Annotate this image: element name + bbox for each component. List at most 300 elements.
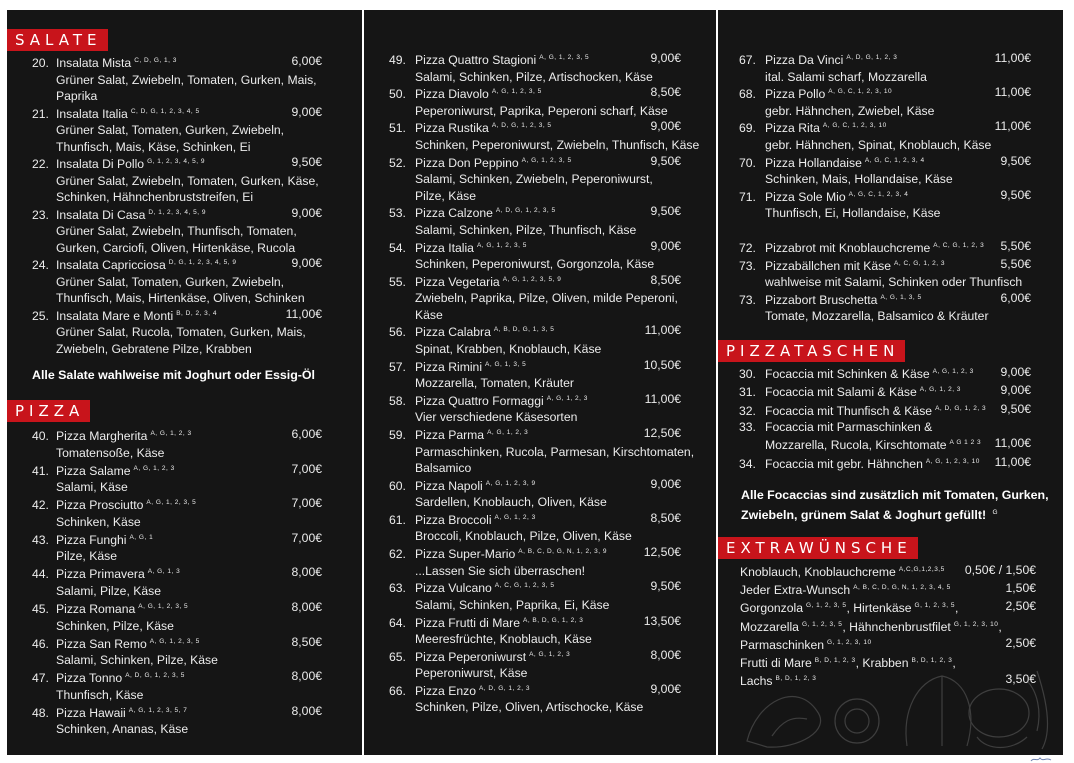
menu-item-description: Peperoniwurst, Paprika, Peperoni scharf, Käse [415,103,668,118]
menu-item-name: Pizza Calzone [415,206,493,221]
menu-item-description: Grüner Salat, Rucola, Tomaten, Gurken, Mais, [56,325,306,340]
menu-item-allergens: A, D, G, 1, 2, 3, 5 [125,672,185,680]
menu-item [389,391,681,426]
menu-item-name: Insalata Italia [56,106,128,121]
menu-item-name: Pizza Margherita [56,429,148,444]
menu-item-allergens: A, C, G, 1, 2, 3 [933,242,985,249]
menu-item-title [32,668,322,687]
menu-item-name: Pizza Tonno [56,671,123,686]
menu-item-name: Pizza Super-Mario [415,547,516,562]
menu-item-title [739,50,1031,69]
menu-item-name: Pizza Hawaii [56,705,126,720]
extra-item-allergens: B, D, 1, 2, 3 [814,657,856,664]
menu-item-number: 55. [389,274,406,289]
menu-item-title [739,364,1031,383]
menu-item-name: Pizza Diavolo [415,87,489,102]
menu-item [32,104,322,156]
menu-item-allergens: A, G, 1, 2, 3 [150,430,192,437]
menu-item-allergens: A G 1 2 3 [949,439,982,447]
menu-item-number: 24. [32,258,49,273]
menu-item-title [32,255,322,274]
menu-item [32,306,322,358]
menu-item-number: 64. [389,615,406,630]
menu-item [389,153,681,205]
menu-item-description: Balsamico [415,461,472,476]
menu-item-allergens: A, D, G, 1, 2, 3 [846,54,898,61]
menu-item [32,703,322,738]
menu-item-number: 49. [389,53,406,68]
menu-item-number: 68. [739,87,756,102]
menu-item-description: Sardellen, Knoblauch, Oliven, Käse [415,495,607,510]
menu-item-price: 9,50€ [1000,153,1031,168]
menu-item-allergens: A, G, 1, 2, 3 [487,429,529,436]
menu-item [389,118,700,153]
menu-item-price: 5,50€ [1000,239,1031,253]
menu-item-allergens: A, C, G, 1, 2, 3, 5 [494,582,555,590]
menu-item-title [32,703,322,722]
menu-item [32,634,322,669]
menu-item-name: Pizza Parma [415,428,485,443]
menu-item-description: Vier verschiedene Käsesorten [415,410,578,425]
menu-item-name: Insalata Capricciosa [56,258,166,273]
menu-item-price: 9,50€ [291,155,322,169]
menu-item-number: 30. [739,367,756,382]
menu-item-price: 9,00€ [650,51,681,65]
menu-item-description: Grüner Salat, Tomaten, Gurken, Zwiebeln, [56,274,285,289]
menu-item-price: 10,50€ [643,357,681,372]
menu-item-title [389,544,681,563]
menu-item-title [389,203,681,222]
menu-item-number: 43. [32,532,49,547]
menu-item-price: 9,00€ [291,205,322,220]
menu-item-allergens: A, G, 1, 2, 3 [494,513,536,521]
menu-item-allergens: A, B, D, G, 1, 3, 5 [493,326,555,334]
menu-item [32,495,322,530]
menu-item-title [389,681,681,700]
menu-item-description: Mozzarella, Tomaten, Kräuter [415,376,574,391]
menu-item-title [739,419,1031,436]
menu-item-price: 9,50€ [1000,401,1031,416]
menu-item [739,84,1031,119]
menu-item-number: 69. [739,121,756,136]
menu-item-number: 50. [389,87,406,102]
taschen-note-line-2: Zwiebeln, grünem Salat & Joghurt gefüllt! [741,508,987,523]
menu-item-title [32,495,322,514]
menu-item [32,205,322,257]
extra-item-price: 0,50€ / 1,50€ [964,563,1036,577]
extra-item-text: , Hirtenkäse [846,601,912,616]
extra-item-text: Parmaschinken [740,637,824,652]
menu-item-name: Pizza Calabra [415,325,491,340]
menu-item-allergens: A, G, 1, 2, 3, 5 [146,499,197,507]
menu-item [32,426,322,461]
menu-item-number: 58. [389,393,406,408]
menu-item-title [32,564,322,583]
menu-item-description: Salami, Schinken, Paprika, Ei, Käse [415,597,610,612]
menu-item-allergens: A, G, 1, 2, 3, 5 [476,241,527,249]
menu-item-price: 9,00€ [650,238,681,253]
menu-item-title [389,153,681,172]
extra-item-text: , Krabben [855,656,909,671]
menu-item [32,53,322,105]
menu-item-description: Schinken, Pilze, Oliven, Artischocke, Käse [415,700,644,715]
menu-item-number: 47. [32,671,49,686]
menu-item-title [32,306,322,325]
menu-item-price: 12,50€ [643,545,681,560]
menu-item-name: Pizza Napoli [415,478,483,493]
taschen-note-allergen: G [992,509,999,516]
menu-item-allergens: A, G, C, 1, 2, 3, 4 [864,156,925,164]
menu-item-name: Pizza Da Vinci [765,53,844,68]
extra-item-text: Gorgonzola [740,601,804,616]
menu-item [739,364,1031,383]
menu-item-description: Paprika [56,89,98,104]
menu-item-price: 6,00€ [1000,290,1031,305]
extra-item-text: Knoblauch, Knoblauchcreme [740,565,896,580]
menu-item-number: 73. [739,292,756,307]
menu-item [739,290,1031,325]
menu-item-name: Insalata Mare e Monti [56,308,174,323]
menu-item-description: Zwiebeln, Paprika, Pilze, Oliven, milde Peperoni, [415,291,678,306]
menu-item-name: Pizza Sole Mio [765,189,846,204]
menu-item-name: Pizzabrot mit Knoblauchcreme [765,241,931,256]
menu-item-title [32,530,322,549]
menu-item-number: 25. [32,308,49,323]
menu-item-price: 9,50€ [650,204,681,219]
menu-item-title [389,50,681,69]
extra-item-text: , [998,619,1002,634]
menu-item-price: 9,50€ [650,153,681,168]
menu-item-allergens: D, 1, 2, 3, 4, 5, 9 [148,208,206,216]
menu-item [389,357,681,392]
menu-item-description: Schinken, Peperoniwurst, Gorgonzola, Käse [415,257,655,272]
menu-item-price: 8,50€ [650,272,681,287]
section-header-pizza: PIZZA [7,400,90,422]
menu-item-allergens: A, G, 1, 2, 3, 5, 9 [502,275,562,283]
extra-item-text: Jeder Extra-Wunsch [740,583,851,598]
menu-item-number: 67. [739,53,756,68]
extra-item [740,617,1036,636]
menu-item-number: 62. [389,547,406,562]
menu-item-number: 56. [389,325,406,340]
menu-item-price: 9,50€ [1000,187,1031,202]
menu-item-description: gebr. Hähnchen, Zwiebel, Käse [765,103,935,118]
menu-item-description: Thunfisch, Mais, Käse, Schinken, Ei [56,139,251,154]
menu-item-number: 40. [32,429,49,444]
extra-item-price: 2,50€ [1005,635,1036,650]
menu-item-description: Salami, Käse [56,480,128,495]
menu-item-title [389,425,681,444]
menu-item-price: 8,00€ [291,669,322,684]
menu-item-price: 8,00€ [291,703,322,718]
menu-item-number: 41. [32,463,49,478]
menu-item-description: Parmaschinken, Rucola, Parmesan, Kirschtomaten, [415,444,695,459]
extra-item-text: Mozzarella [740,619,799,634]
menu-item-price: 5,50€ [1000,256,1031,271]
taschen-note [741,487,1049,524]
menu-item-allergens: A, G, 1, 2, 3 [919,386,961,394]
menu-item-title [389,118,681,137]
menu-item-title [389,238,681,257]
extra-item-text: Frutti di Mare [740,656,812,671]
menu-item [739,256,1031,291]
menu-item-number: 65. [389,649,406,664]
menu-item [739,401,1031,420]
menu-item [739,153,1031,188]
menu-item-price: 7,00€ [291,530,322,545]
menu-item-title [389,613,681,632]
menu-item-name: Pizzabällchen mit Käse [765,258,891,273]
menu-item-title [739,382,1031,401]
menu-item-name: Pizza Pollo [765,87,826,102]
menu-item-allergens: A, G, 1, 3, 5 [485,360,527,368]
menu-item-number: 73. [739,258,756,273]
menu-item-description: Thunfisch, Käse [56,687,144,702]
menu-item-title [389,322,681,341]
menu-item-name: Pizza Hollandaise [765,155,862,170]
section-header-pizzataschen: PIZZATASCHEN [718,340,905,362]
menu-item-number: 72. [739,241,756,256]
menu-item [32,255,322,307]
menu-item [32,530,322,565]
menu-item-allergens: A, D, G, 1, 2, 3 [935,404,987,412]
menu-item-allergens: A, G, 1, 2, 3, 5 [149,637,200,645]
menu-item-name: Pizza Quattro Formaggi [415,393,544,408]
extra-item-allergens: A, B, C, D, G, N, 1, 2, 3, 4, 5 [853,584,951,592]
menu-item-price: 9,00€ [650,476,681,491]
menu-item [389,50,681,85]
menu-item-price: 11,00€ [994,51,1031,65]
menu-item [739,454,1031,473]
menu-item-name: Focaccia mit Schinken & Käse [765,367,930,382]
extra-item-allergens: G, 1, 2, 3, 10 [827,638,872,646]
extra-item-price: 1,50€ [1005,581,1036,596]
menu-item-description: Mozzarella, Rucola, Kirschtomate $^{A G 1 2 3}$ [765,438,982,453]
menu-item-price: 12,50€ [643,426,681,440]
menu-item-allergens: A, G, 1, 2, 3, 5 [539,54,590,61]
menu-item-description: Pilze, Käse [56,549,117,564]
menu-item-name: Focaccia mit Thunfisch & Käse [765,403,933,418]
menu-item-allergens: B, D, 2, 3, 4 [176,309,218,317]
extra-item-allergens: G, 1, 2, 3, 5 [806,602,847,610]
menu-item-allergens: A, G, C, 1, 2, 3, 10 [828,88,893,96]
menu-item-allergens: A, G, 1 [129,533,154,541]
menu-item-name: Pizza Rimini [415,359,483,374]
menu-item-allergens: A, D, G, 1, 2, 3 [478,684,530,692]
menu-item-price: 11,00€ [994,119,1031,134]
menu-item-number: 54. [389,240,406,255]
menu-item-title [32,205,322,224]
menu-item-description: Gurken, Carciofi, Oliven, Hirtenkäse, Rucola [56,240,296,255]
menu-item-allergens: A, G, 1, 2, 3, 9 [485,479,536,487]
menu-item-title [389,578,681,597]
menu-item-number: 71. [739,189,756,204]
extra-item-allergens: A,C,G,1,2,3,5 [898,566,945,573]
extra-item-text: , [952,656,956,671]
menu-item-allergens: A, G, 1, 2, 3, 5 [491,88,542,96]
menu-item-description: Schinken, Hähnchenbruststreifen, Ei [56,190,254,205]
menu-item-name: Insalata Di Pollo [56,157,145,172]
menu-item-title [739,153,1031,172]
menu-item-allergens: G, 1, 2, 3, 4, 5, 9 [147,158,205,165]
menu-item-title [389,510,681,529]
menu-item-price: 9,00€ [1000,365,1031,379]
signature-mark-icon [1030,756,1052,763]
menu-item-price: 9,00€ [291,104,322,119]
menu-item-price: 11,00€ [994,85,1031,100]
menu-item-title [32,104,322,123]
extra-item-allergens: G, 1, 2, 3, 5 [801,620,843,628]
menu-item-number: 66. [389,683,406,698]
menu-item-description: Schinken, Pilze, Käse [56,618,174,633]
menu-item-title [739,84,1031,103]
menu-item-allergens: D, G, 1, 2, 3, 4, 5, 9 [168,259,237,266]
extra-item-allergens: G, 1, 2, 3, 5 [914,602,955,610]
menu-item-name: Pizza Prosciutto [56,498,144,513]
menu-item [389,84,681,119]
menu-item-title [389,357,681,376]
menu-panel-left [7,10,362,755]
menu-item-number: 61. [389,512,406,527]
menu-item-title [739,454,1031,473]
menu-item [32,461,322,496]
menu-item-name: Pizza Italia [415,240,474,255]
menu-item-number: 46. [32,636,49,651]
menu-item [739,187,1031,222]
menu-item-allergens: A, G, C, 1, 2, 3, 4 [848,190,909,198]
menu-item-description: Schinken, Peperoniwurst, Zwiebeln, Thunfisch, Käse [415,137,700,152]
extra-item [740,580,1036,599]
menu-item-name: Pizza Primavera [56,567,145,582]
menu-item-number: 32. [739,403,756,418]
menu-item-allergens: A, G, 1, 2, 3 [133,464,175,472]
menu-item-price: 13,50€ [643,613,681,628]
menu-item-price: 9,50€ [650,579,681,594]
menu-item-description: Thunfisch, Ei, Hollandaise, Käse [765,206,941,221]
menu-item-description: Zwiebeln, Gebratene Pilze, Krabben [56,341,252,356]
menu-item-description: Meeresfrüchte, Knoblauch, Käse [415,632,592,647]
menu-item-price: 8,50€ [650,510,681,525]
salate-note: Alle Salate wahlweise mit Joghurt oder Essig-Öl [32,368,315,382]
menu-item-title [739,290,1031,309]
menu-item [32,154,322,206]
menu-item-price: 11,00€ [644,323,681,338]
extra-item-price: 2,50€ [1005,599,1036,614]
menu-item-description: Salami, Schinken, Pilze, Thunfisch, Käse [415,222,637,237]
extra-item-price: 3,50€ [1005,672,1036,687]
menu-item-title [739,256,1031,275]
menu-item-name: Pizza Peperoniwurst [415,649,527,664]
menu-item-name: Focaccia mit Parmaschinken & [765,419,933,434]
menu-item-price: 7,00€ [291,496,322,511]
menu-item-description: Schinken, Mais, Hollandaise, Käse [765,172,953,187]
menu-item-allergens: A, G, 1, 2, 3, 5 [521,156,572,164]
menu-item-name: Insalata Di Casa [56,207,146,222]
extra-item-text: , [954,601,959,616]
menu-item-allergens: A, G, 1, 2, 3 [932,368,974,375]
menu-item-price: 9,00€ [291,256,322,270]
menu-item-name: Pizza Don Peppino [415,155,519,170]
vegetable-sketch-decoration [737,638,1057,751]
section-header-extras: EXTRAWÜNSCHE [718,537,918,559]
menu-item-number: 53. [389,206,406,221]
menu-item [739,118,1031,153]
menu-item [739,50,1031,85]
menu-item-allergens: A, G, 1, 2, 3, 10 [925,457,980,465]
menu-panel-middle [364,10,716,755]
menu-item-title [389,272,681,291]
menu-item-allergens: A, G, 1, 2, 3, 5, 7 [128,706,188,714]
menu-item-allergens: A, G, 1, 3, 5 [880,293,922,301]
menu-item-number: 33. [739,419,756,434]
menu-item [389,272,681,324]
menu-item-number: 20. [32,56,49,71]
menu-item-allergens: C, D, G, 1, 3 [134,57,177,64]
menu-item-name: Focaccia mit gebr. Hähnchen [765,456,923,471]
menu-item-number: 59. [389,428,406,443]
menu-item-name: Pizza Vegetaria [415,274,500,289]
menu-item-price: 8,00€ [650,647,681,662]
menu-item-description: Salami, Schinken, Pilze, Käse [56,653,218,668]
menu-item-title [32,53,322,72]
menu-item-description: Tomate, Mozzarella, Balsamico & Kräuter [765,309,989,324]
menu-item-description: Grüner Salat, Zwiebeln, Tomaten, Gurken, Käse, [56,173,319,188]
menu-item-number: 51. [389,121,406,136]
menu-item-number: 60. [389,478,406,493]
menu-item-name: Pizza Rustika [415,121,489,136]
menu-item-description: Spinat, Krabben, Knoblauch, Käse [415,341,602,356]
menu-item [32,599,322,634]
menu-item-description: Salami, Pilze, Käse [56,583,161,598]
extra-item [740,598,1036,617]
menu-item-price: 8,00€ [291,565,322,580]
menu-item-number: 22. [32,157,49,172]
menu-item-number: 70. [739,155,756,170]
menu-item-allergens: A, D, G, 1, 2, 3, 5 [495,207,556,215]
menu-item-title [739,401,1031,420]
menu-panel-right [718,10,1063,755]
menu-item-title [32,599,322,618]
menu-item-description: Grüner Salat, Tomaten, Gurken, Zwiebeln, [56,123,285,138]
menu-item-name: Pizza Funghi [56,532,127,547]
extra-item-text: , Hähnchenbrustfilet [842,619,951,634]
menu-item [389,322,681,357]
menu-item [389,476,681,511]
extra-item-allergens: B, D, 1, 2, 3 [775,675,817,683]
menu-item-title [389,647,681,666]
menu-item-allergens: A, B, D, G, 1, 2, 3 [522,616,584,624]
menu-item-price: 9,00€ [650,681,681,696]
menu-item-description: Grüner Salat, Zwiebeln, Tomaten, Gurken, Mais, [56,72,317,87]
menu-item-price: 8,50€ [650,85,681,100]
menu-item-description: Salami, Schinken, Pilze, Artischocken, Käse [415,69,653,84]
menu-item-description: ital. Salami scharf, Mozzarella [765,69,927,84]
menu-item-price: 11,00€ [994,436,1031,451]
menu-item [389,544,681,579]
menu-item-name: Pizza Romana [56,602,136,617]
menu-item-title [32,154,322,173]
menu-item-description: Peperoniwurst, Käse [415,666,528,681]
menu-item-allergens: A, G, 1, 2, 3, 5 [138,603,189,610]
menu-item-description: Schinken, Käse [56,514,141,529]
menu-item-number: 48. [32,705,49,720]
menu-item-description: Broccoli, Knoblauch, Pilze, Oliven, Käse [415,529,632,544]
menu-item [389,578,681,613]
menu-item [389,510,681,545]
extra-item-allergens: G, 1, 2, 3, 10 [953,620,999,628]
menu-item-number: 57. [389,359,406,374]
extra-item-text: Lachs [740,674,773,689]
